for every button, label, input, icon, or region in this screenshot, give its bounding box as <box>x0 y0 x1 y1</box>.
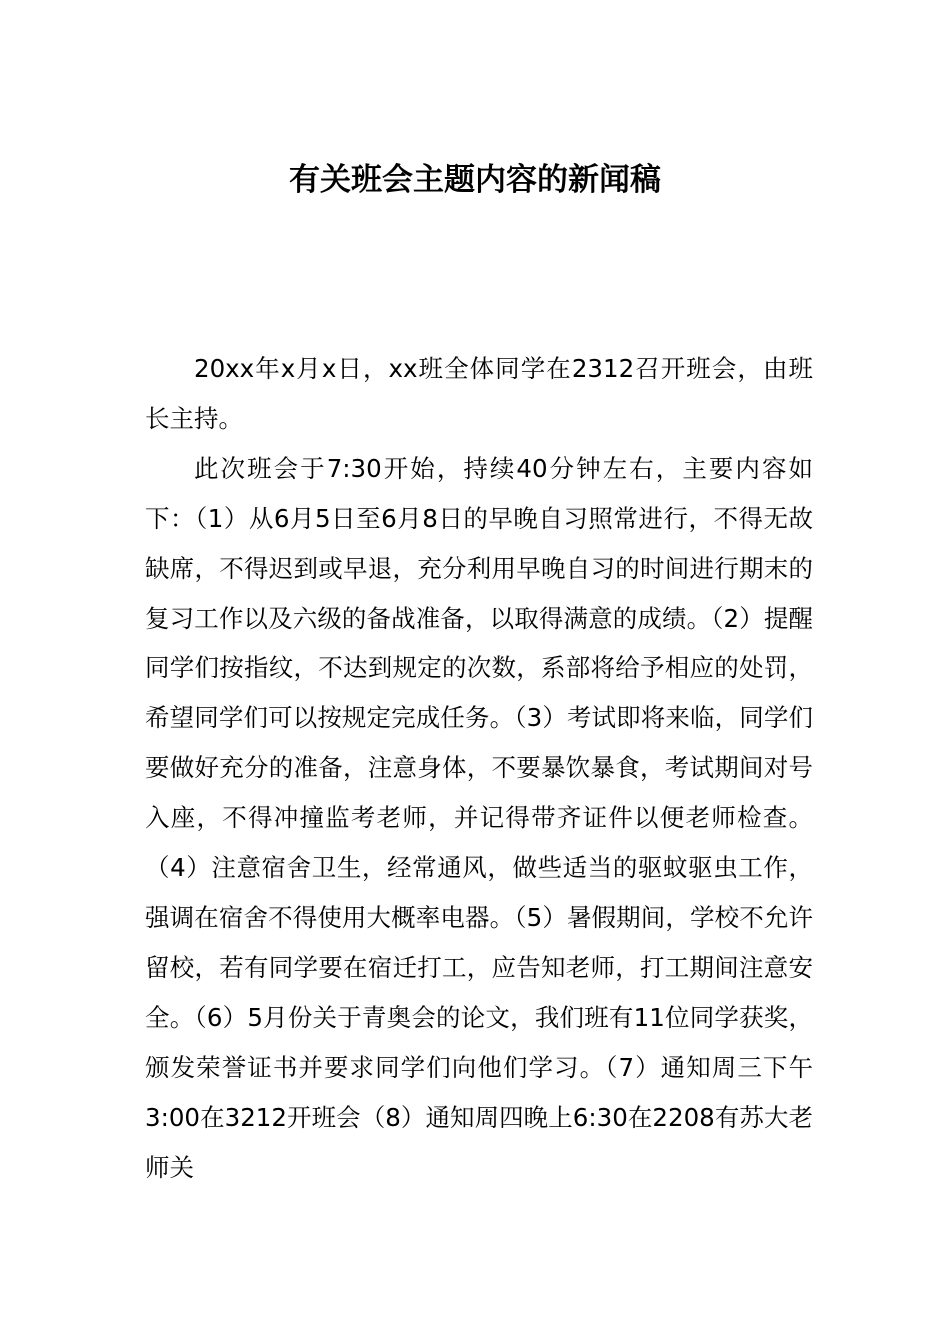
paragraph-2: 此次班会于7:30开始，持续40分钟左右，主要内容如下：（1）从6月5日至6月8日的早晚自习照常进行，不得无故缺席，不得迟到或早退，充分利用早晚自习的时间进行期末的复习工作以及六级的备战准备，以取得满意的成绩。（2）提醒同学们按指纹，不达到规定的次数，系部将给予相应的处罚，希望同学们可以按规定完成任务。（3）考试即将来临，同学们要做好充分的准备，注意身体，不要暴饮暴食，考试期间对号入座，不得冲撞监考老师，并记得带齐证件以便老师检查。（4）注意宿舍卫生，经常通风，做些适当的驱蚊驱虫工作，强调在宿舍不得使用大概率电器。（5）暑假期间，学校不允许留校，若有同学要在宿迁打工，应告知老师，打工期间注意安全。（6）5月份关于青奥会的论文，我们班有11位同学获奖，颁发荣誉证书并要求同学们向他们学习。（7）通知周三下午3:00在3212开班会（8）通知周四晚上6:30在2208有苏大老师关 <box>145 453 813 1182</box>
paragraph-1: 20xx年x月x日，xx班全体同学在2312召开班会，由班长主持。 <box>145 354 813 433</box>
document-title: 有关班会主题内容的新闻稿 <box>289 162 661 198</box>
document-body <box>145 344 813 1192</box>
